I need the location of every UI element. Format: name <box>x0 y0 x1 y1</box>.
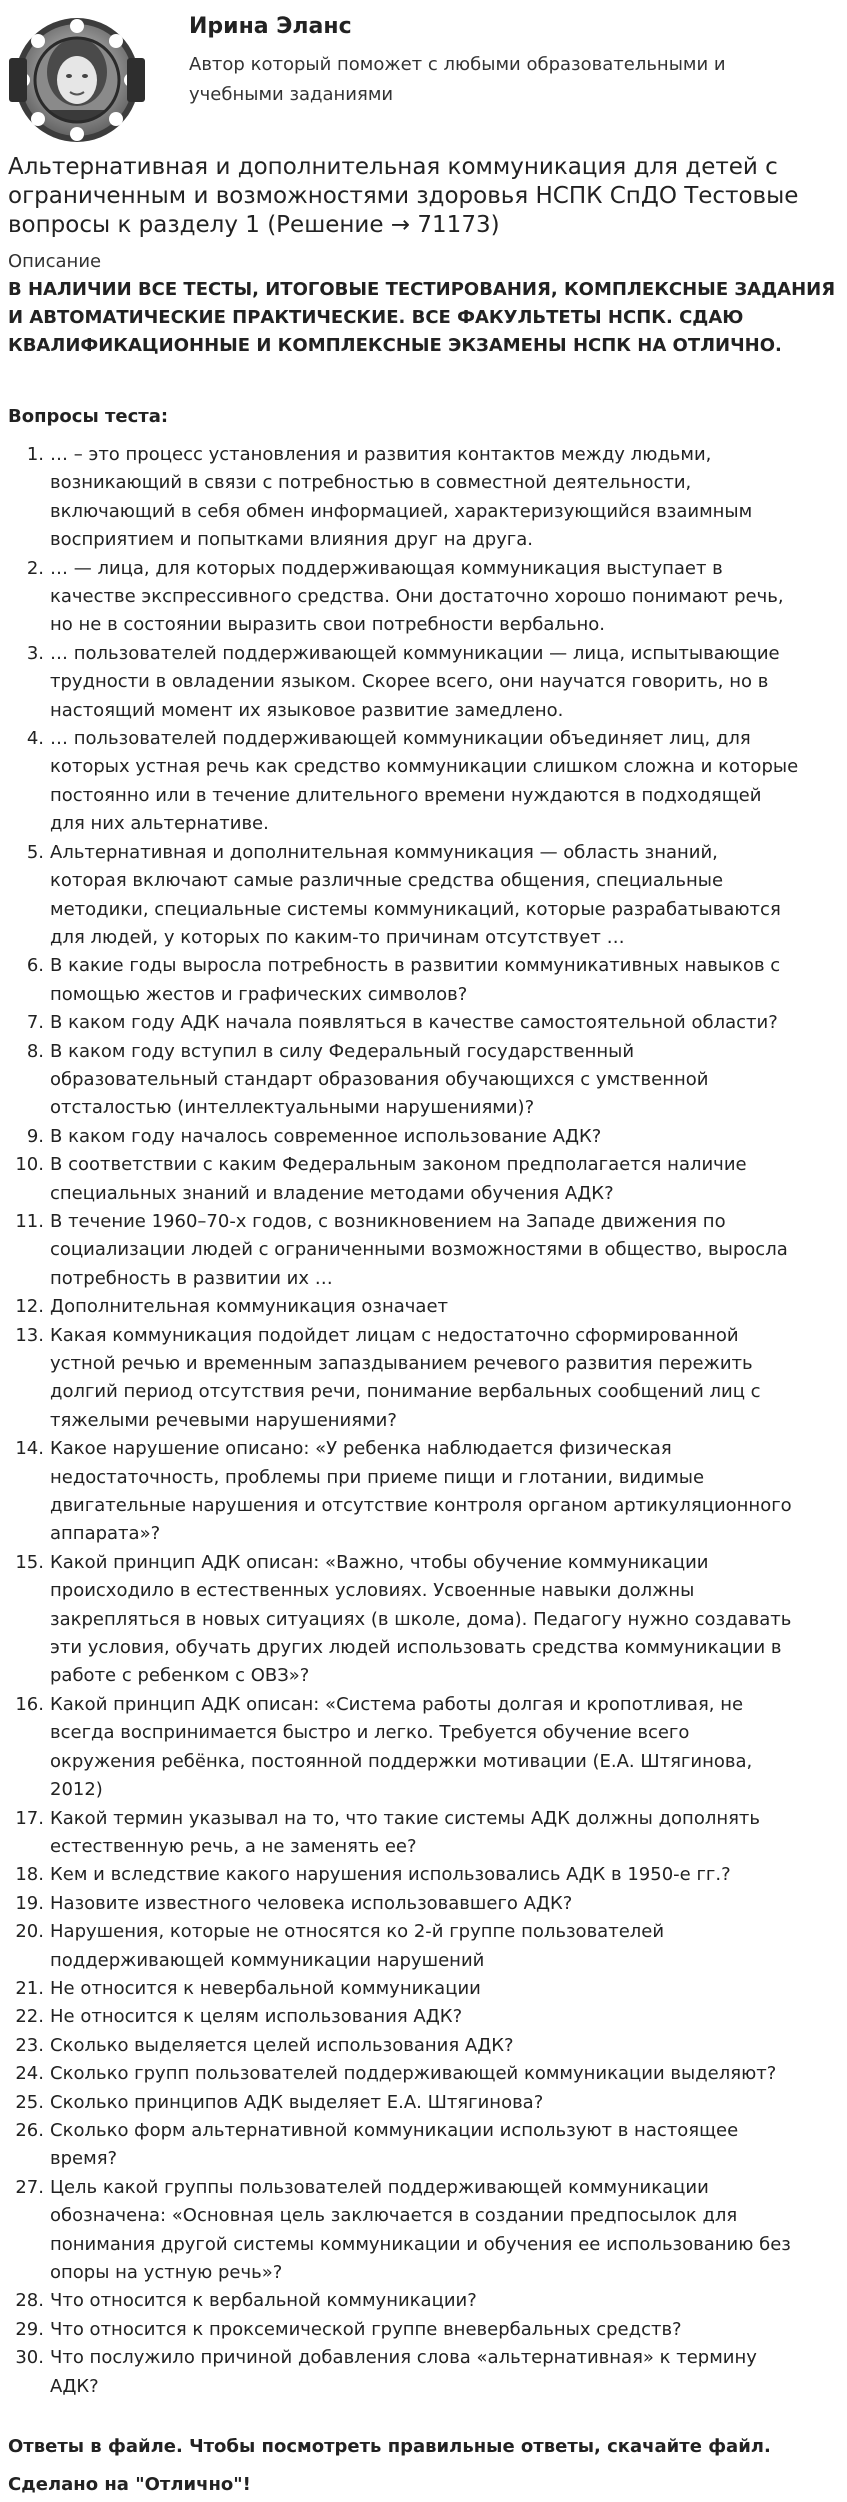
question-text-line: Назовите известного человека использовавшего АДК? <box>50 1892 573 1914</box>
question-item <box>0 1890 830 1918</box>
question-text-line: Какой принцип АДК описан: «Система работы долгая и кропотливая, не <box>50 1693 744 1715</box>
question-number: 17. <box>15 1807 44 1829</box>
question-number: 15. <box>15 1551 44 1573</box>
question-number: 13. <box>15 1324 44 1346</box>
question-text-line: восприятием и попытками влияния друг на друга. <box>50 529 533 551</box>
question-text-line: для них альтернативе. <box>50 813 269 835</box>
question-text-line: Альтернативная и дополнительная коммуникация — область знаний, <box>50 841 718 863</box>
author-description: Автор который поможет с любыми образовательными и учебными заданиями <box>189 54 726 105</box>
question-number: 9. <box>26 1125 44 1147</box>
question-number: 22. <box>15 2006 44 2028</box>
page-title: Альтернативная и дополнительная коммуникация для детей с ограниченным и возможностями здоровья НСПК СпДО Тестовые вопросы к разделу 1 (Решение → 71173) <box>8 154 799 238</box>
description-text: В НАЛИЧИИ ВСЕ ТЕСТЫ, ИТОГОВЫЕ ТЕСТИРОВАНИЯ, КОМПЛЕКСНЫЕ ЗАДАНИЯ И АВТОМАТИЧЕСКИЕ ПРАКТИЧЕСКИЕ. ВСЕ ФАКУЛЬТЕТЫ НСПК. СДАЮ КВАЛИФИКАЦИОННЫЕ И КОМПЛЕКСНЫЕ ЭКЗАМЕНЫ НСПК НА ОТЛИЧНО. <box>8 279 836 356</box>
question-item <box>0 1975 830 2003</box>
question-item <box>0 952 830 1009</box>
question-text-line: … – это процесс установления и развития контактов между людьми, <box>50 444 712 465</box>
question-number: 5. <box>26 841 44 863</box>
question-item <box>0 441 830 555</box>
description-label: Описание <box>8 251 102 272</box>
question-text-line: но не в состоянии выразить свои потребности вербально. <box>50 614 606 636</box>
question-text-line: трудности в овладении языком. Скорее всего, они научатся говорить, но в <box>50 671 769 693</box>
questions-heading: Вопросы теста: <box>8 406 169 427</box>
question-text-line: понимания другой системы коммуникации и обучения ее использованию без <box>50 2233 791 2255</box>
question-text-line: постоянно или в течение длительного времени нуждаются в подходящей <box>50 784 762 806</box>
question-text-line: социализации людей с ограниченными возможностями в общество, выросла <box>50 1239 788 1261</box>
question-number: 16. <box>15 1693 44 1715</box>
question-item <box>0 1549 830 1691</box>
question-text-line: В соответствии с каким Федеральным законом предполагается наличие <box>50 1154 747 1176</box>
question-text-line: Не относится к целям использования АДК? <box>50 2006 463 2028</box>
question-item <box>0 1009 830 1037</box>
question-text-line: поддерживающей коммуникации нарушений <box>50 1949 485 1971</box>
question-text-line: долгий период отсутствия речи, понимание вербальных сообщений лиц с <box>50 1381 761 1403</box>
question-text-line: устной речью и временным запаздыванием речевого развития пережить <box>50 1353 753 1374</box>
question-text-line: Дополнительная коммуникация означает <box>50 1296 449 1318</box>
question-text-line: Не относится к невербальной коммуникации <box>50 1977 481 1999</box>
question-text-line: окружения ребёнка, постоянной поддержки мотивации (Е.А. Штягинова, <box>50 1750 753 1772</box>
question-item <box>0 725 830 839</box>
question-text-line: опоры на устную речь»? <box>50 2262 283 2283</box>
question-item <box>0 1208 830 1293</box>
author-card <box>0 0 847 150</box>
question-item <box>0 1861 830 1889</box>
question-item <box>0 2032 830 2060</box>
question-item <box>0 2344 830 2401</box>
questions-list <box>0 441 847 2401</box>
question-text-line: … пользователей поддерживающей коммуникации — лица, испытывающие <box>50 642 780 664</box>
question-text-line: специальных знаний и владение методами обучения АДК? <box>50 1182 614 1204</box>
question-text-line: АДК? <box>50 2375 99 2397</box>
question-text-line: Сколько принципов АДК выделяет Е.А. Штягинова? <box>50 2091 544 2113</box>
question-item <box>0 640 830 725</box>
question-text-line: включающий в себя обмен информацией, характеризующийся взаимным <box>50 500 753 522</box>
question-text-line: Сколько групп пользователей поддерживающей коммуникации выделяют? <box>50 2063 777 2085</box>
question-item <box>0 2174 830 2288</box>
question-text-line: обозначена: «Основная цель заключается в создании предпосылок для <box>50 2205 738 2227</box>
question-number: 20. <box>15 1921 44 1943</box>
question-text-line: естественную речь, а не заменять ее? <box>50 1835 417 1857</box>
question-number: 12. <box>15 1296 44 1318</box>
question-text-line: которых устная речь как средство коммуникации слишком сложна и которые <box>50 756 799 778</box>
question-text-line: Сколько форм альтернативной коммуникации используют в настоящее <box>50 2119 739 2141</box>
question-text-line: для людей, у которых по каким-то причинам отсутствует … <box>50 926 625 948</box>
question-number: 14. <box>15 1438 44 1460</box>
question-text-line: Какая коммуникация подойдет лицам с недостаточно сформированной <box>50 1324 739 1346</box>
question-text-line: аппарата»? <box>50 1523 161 1545</box>
question-text-line: Нарушения, которые не относятся ко 2-й группе пользователей <box>50 1921 665 1943</box>
question-text-line: Какой термин указывал на то, что такие системы АДК должны дополнять <box>50 1807 761 1829</box>
question-text-line: Кем и вследствие какого нарушения использовались АДК в 1950-е гг.? <box>50 1864 731 1886</box>
question-item <box>0 2117 830 2174</box>
question-text-line: В течение 1960–70-х годов, с возникновением на Западе движения по <box>50 1210 726 1232</box>
question-number: 19. <box>15 1892 44 1914</box>
question-number: 1. <box>26 444 44 465</box>
question-text-line: всегда воспринимается быстро и легко. Требуется обучение всего <box>50 1722 690 1744</box>
question-item <box>0 1038 830 1123</box>
question-item <box>0 2316 830 2344</box>
film-reel-avatar-image <box>7 10 147 150</box>
question-text-line: … — лица, для которых поддерживающая коммуникация выступает в <box>50 557 723 579</box>
question-item <box>0 1805 830 1862</box>
question-text-line: работе с ребенком с ОВЗ»? <box>50 1665 310 1687</box>
question-number: 27. <box>15 2176 44 2198</box>
question-number: 29. <box>15 2318 44 2340</box>
question-number: 21. <box>15 1977 44 1999</box>
question-text-line: Сколько выделяется целей использования АДК? <box>50 2034 514 2056</box>
question-text-line: закрепляться в новых ситуациях (в школе, дома). Педагогу нужно создавать <box>50 1608 792 1630</box>
question-text-line: В каком году АДК начала появляться в качестве самостоятельной области? <box>50 1012 778 1034</box>
question-item <box>0 2089 830 2117</box>
question-text-line: образовательный стандарт образования обучающихся с умственной <box>50 1068 709 1090</box>
question-item <box>0 1293 830 1321</box>
question-item <box>0 2003 830 2031</box>
question-text-line: возникающий в связи с потребностью в совместной деятельности, <box>50 472 692 494</box>
question-number: 4. <box>26 728 44 750</box>
question-number: 3. <box>26 642 44 664</box>
answers-note: Ответы в файле. Чтобы посмотреть правильные ответы, скачайте файл. <box>8 2436 771 2457</box>
question-text-line: методики, специальные системы коммуникаций, которые разрабатываются <box>50 898 781 920</box>
question-text-line: Какое нарушение описано: «У ребенка наблюдается физическая <box>50 1438 672 1460</box>
question-text-line: время? <box>50 2148 118 2170</box>
question-item <box>0 1151 830 1208</box>
question-number: 6. <box>26 955 44 977</box>
question-text-line: … пользователей поддерживающей коммуникации объединяет лиц, для <box>50 728 751 750</box>
question-text-line: происходило в естественных условиях. Усвоенные навыки должны <box>50 1580 695 1602</box>
question-number: 8. <box>26 1040 44 1062</box>
question-text-line: Что относится к проксемической группе вневербальных средств? <box>50 2318 682 2340</box>
question-number: 7. <box>26 1012 44 1034</box>
question-item <box>0 1691 830 1805</box>
question-text-line: которая включают самые различные средства общения, специальные <box>50 870 724 892</box>
question-text-line: Что послужило причиной добавления слова «альтернативная» к термину <box>50 2347 757 2369</box>
avatar[interactable] <box>7 10 147 150</box>
question-number: 28. <box>15 2290 44 2312</box>
question-number: 10. <box>15 1154 44 1176</box>
question-item <box>0 1435 830 1549</box>
question-text-line: Цель какой группы пользователей поддерживающей коммуникации <box>50 2176 709 2198</box>
question-text-line: В каком году началось современное использование АДК? <box>50 1125 602 1147</box>
question-text-line: потребность в развитии их … <box>50 1267 333 1289</box>
question-number: 24. <box>15 2063 44 2085</box>
question-text-line: эти условия, обучать других людей использовать средства коммуникации в <box>50 1637 782 1659</box>
question-text-line: 2012) <box>50 1779 103 1801</box>
question-item <box>0 555 830 640</box>
question-number: 25. <box>15 2091 44 2113</box>
question-text-line: Что относится к вербальной коммуникации? <box>50 2290 477 2312</box>
question-item <box>0 2060 830 2088</box>
question-item <box>0 1918 830 1975</box>
question-text-line: недостаточность, проблемы при приеме пищи и глотании, видимые <box>50 1466 705 1488</box>
question-text-line: Какой принцип АДК описан: «Важно, чтобы обучение коммуникации <box>50 1551 709 1573</box>
question-text-line: отсталостью (интеллектуальными нарушениями)? <box>50 1097 535 1119</box>
question-text-line: помощью жестов и графических символов? <box>50 983 468 1005</box>
question-number: 26. <box>15 2119 44 2141</box>
question-text-line: настоящий момент их языковое развитие замедлено. <box>50 699 564 721</box>
question-number: 11. <box>15 1210 44 1232</box>
question-item <box>0 839 830 953</box>
question-number: 18. <box>15 1864 44 1886</box>
question-number: 2. <box>26 557 44 579</box>
question-text-line: В какие годы выросла потребность в развитии коммуникативных навыков с <box>50 955 781 977</box>
question-number: 23. <box>15 2034 44 2056</box>
question-text-line: тяжелыми речевыми нарушениями? <box>50 1409 397 1431</box>
question-text-line: В каком году вступил в силу Федеральный государственный <box>50 1040 635 1062</box>
question-text-line: двигательные нарушения и отсутствие контроля органом артикуляционного <box>50 1495 792 1517</box>
question-item <box>0 2287 830 2315</box>
question-item <box>0 1322 830 1436</box>
question-item <box>0 1123 830 1151</box>
author-name[interactable]: Ирина Эланс <box>189 14 352 39</box>
question-text-line: качестве экспрессивного средства. Они достаточно хорошо понимают речь, <box>50 586 784 608</box>
quality-note: Сделано на "Отлично"! <box>8 2474 251 2495</box>
question-number: 30. <box>15 2347 44 2369</box>
